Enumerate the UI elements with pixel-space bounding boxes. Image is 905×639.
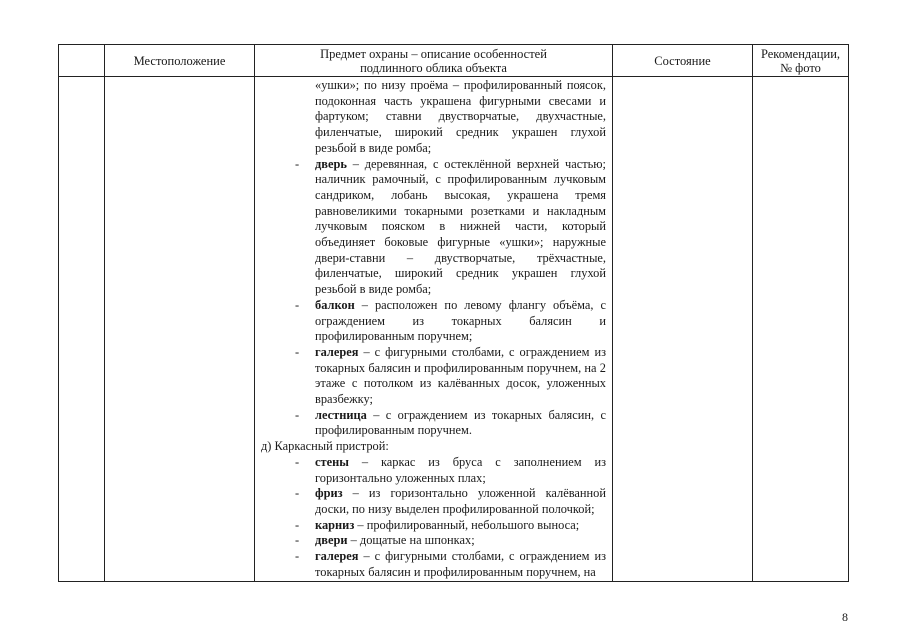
list-item: - двери – дощатые на шпонках; xyxy=(295,533,475,548)
header-recommendations: Рекомендации, № фото xyxy=(753,45,849,77)
section-subheading: д) Каркасный пристрой: xyxy=(261,439,389,454)
header-location: Местоположение xyxy=(105,45,255,77)
cell-recommendations xyxy=(753,77,849,582)
list-item: - карниз – профилированный, небольшого выноса; xyxy=(295,517,580,532)
cell-index xyxy=(59,77,105,582)
list-item: - фриз – из горизонтально уложенной калёванной доски, по низу выделен профилированной полочкой; xyxy=(295,486,606,516)
list-item: - галерея – с фигурными столбами, с ограждением из токарных балясин и профилированным поручнем, на xyxy=(295,549,606,579)
list-item: - стены – каркас из бруса с заполнением из горизонтально уложенных плах; xyxy=(295,454,606,485)
list-item: - дверь – деревянная, с остеклённой верхней частью; наличник рамочный, с профилированным лучковым сандриком, лобань высокая, украшена тремя равновеликими токарными розетками и накладным лучковым пояском в нижней части, который объединяет боковые фигурные «ушки»; наружные двери-ставни – двустворчатые, трёхчастные, филенчатые, широкий средник украшен глухой резьбой в виде ромба; xyxy=(295,156,606,297)
header-row xyxy=(59,45,849,77)
header-index xyxy=(59,45,105,77)
cell-condition xyxy=(613,77,753,582)
heritage-table xyxy=(58,44,849,582)
list-item: - балкон – расположен по левому флангу объёма, с ограждением из токарных балясин и профилированным поручнем; xyxy=(295,297,606,344)
header-condition: Состояние xyxy=(613,45,753,77)
header-subject: Предмет охраны – описание особенностей подлинного облика объекта xyxy=(255,45,613,77)
cell-location xyxy=(105,77,255,582)
page-number: 8 xyxy=(842,610,848,624)
list-item: - лестница – с ограждением из токарных балясин, с профилированным поручнем. xyxy=(295,407,606,438)
cell-description xyxy=(255,77,613,582)
table-row xyxy=(59,77,849,582)
list-item: - галерея – с фигурными столбами, с ограждением из токарных балясин и профилированным поручнем, на 2 этаже с потолком из калёванных досок, уложенных вразбежку; xyxy=(295,344,606,407)
description-text xyxy=(255,77,612,581)
continuation-paragraph: «ушки»; по низу проёма – профилированный поясок, подоконная часть украшена фигурными свесами и фартуком; ставни двустворчатые, двухчастные, филенчатые, широкий средник украшен глухой резьбой в виде ромба; xyxy=(315,78,606,155)
